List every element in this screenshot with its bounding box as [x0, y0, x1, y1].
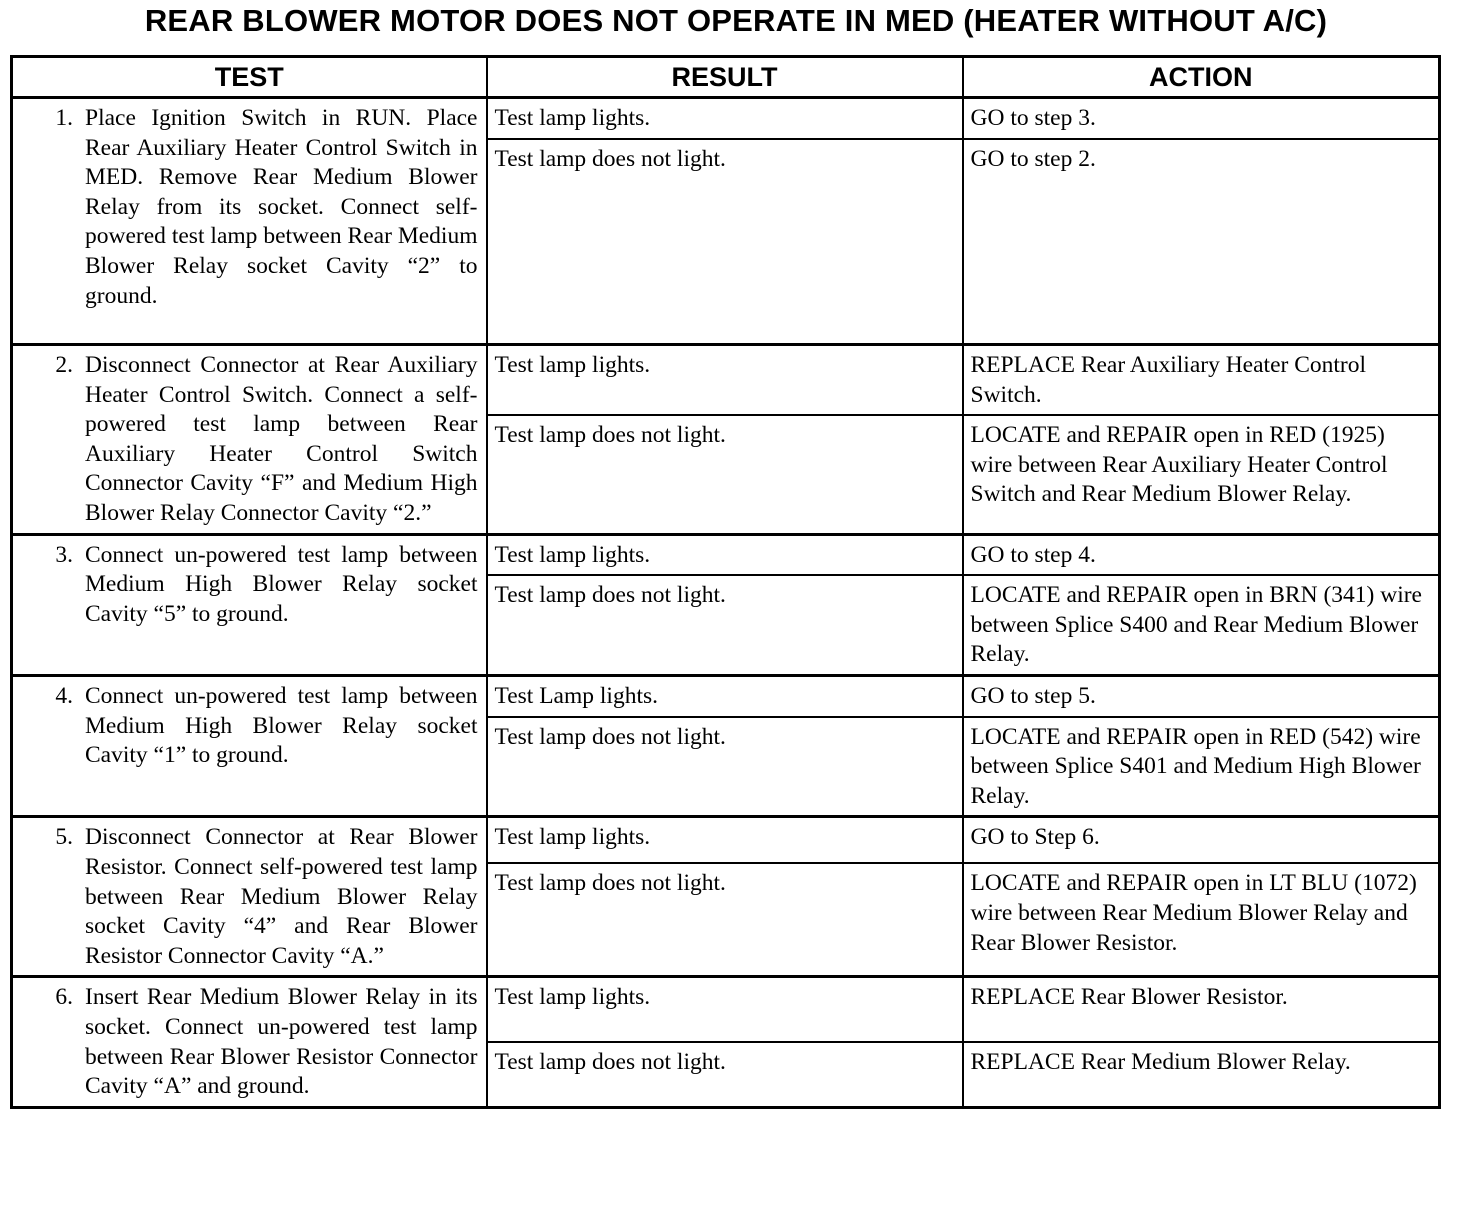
action-cell: GO to step 5. — [963, 676, 1440, 717]
table-row — [12, 977, 1440, 1042]
action-cell: LOCATE and REPAIR open in LT BLU (1072) wire between Rear Medium Blower Relay and Rear Blower Resistor. — [963, 863, 1440, 976]
step-text: Disconnect Connector at Rear Auxiliary Heater Control Switch. Connect a self- powered test lamp between Rear Auxiliary Heater Control Switch Connector Cavity “F” and Medium High Blower Relay Connector Cavity “2.” — [85, 352, 478, 527]
action-cell: REPLACE Rear Medium Blower Relay. — [963, 1042, 1440, 1107]
result-cell: Test Lamp lights. — [487, 676, 963, 717]
step-text: Connect un-powered test lamp between Medium High Blower Relay socket Cavity “5” to ground. — [85, 541, 478, 627]
diagnostic-table — [10, 55, 1441, 1109]
result-cell: Test lamp does not light. — [487, 717, 963, 817]
result-cell: Test lamp does not light. — [487, 139, 963, 345]
step-number: 4. — [55, 683, 73, 710]
action-column-header: ACTION — [963, 57, 1440, 98]
result-cell: Test lamp lights. — [487, 817, 963, 863]
test-step-3 — [12, 534, 487, 675]
test-step-6 — [12, 977, 487, 1107]
table-row — [12, 98, 1440, 139]
result-cell: Test lamp lights. — [487, 98, 963, 139]
result-column-header: RESULT — [487, 57, 963, 98]
action-cell: REPLACE Rear Blower Resistor. — [963, 977, 1440, 1042]
table-row — [12, 676, 1440, 717]
page-title: REAR BLOWER MOTOR DOES NOT OPERATE IN MED (HEATER WITHOUT A/C) — [144, 3, 1328, 38]
action-cell: GO to step 4. — [963, 534, 1440, 575]
action-cell: REPLACE Rear Auxiliary Heater Control Switch. — [963, 345, 1440, 416]
action-cell: GO to Step 6. — [963, 817, 1440, 863]
test-step-2 — [12, 345, 487, 535]
action-cell: LOCATE and REPAIR open in BRN (341) wire between Splice S400 and Rear Medium Blower Relay. — [963, 575, 1440, 675]
step-text: Disconnect Connector at Rear Blower Resistor. Connect self-powered test lamp between Rear Medium Blower Relay socket Cavity “4” and Rear Blower Resistor Connector Cavity “A.” — [85, 824, 478, 969]
table-row — [12, 817, 1440, 863]
result-cell: Test lamp lights. — [487, 345, 963, 416]
table-row — [12, 534, 1440, 575]
test-step-4 — [12, 676, 487, 817]
result-cell: Test lamp does not light. — [487, 1042, 963, 1107]
step-text: Connect un-powered test lamp between Medium High Blower Relay socket Cavity “1” to ground. — [85, 683, 478, 769]
step-text: Insert Rear Medium Blower Relay in its socket. Connect un-powered test lamp between Rear Blower Resistor Connector Cavity “A” and ground. — [85, 984, 478, 1100]
result-cell: Test lamp does not light. — [487, 575, 963, 675]
step-number: 5. — [55, 824, 73, 851]
header-row — [12, 57, 1440, 98]
result-cell: Test lamp does not light. — [487, 415, 963, 534]
step-number: 3. — [55, 541, 73, 568]
step-text: Place Ignition Switch in RUN. Place Rear Auxiliary Heater Control Switch in MED. Remove Rear Medium Blower Relay from its socket. Connect self-powered test lamp between Rear Medium Blower Relay socket Cavity “2” to ground. — [85, 105, 478, 309]
action-cell: LOCATE and REPAIR open in RED (1925) wire between Rear Auxiliary Heater Control Switch and Rear Medium Blower Relay. — [963, 415, 1440, 534]
step-number: 2. — [55, 352, 73, 379]
test-column-header: TEST — [12, 57, 487, 98]
result-cell: Test lamp lights. — [487, 977, 963, 1042]
test-step-1 — [12, 98, 487, 345]
test-step-5 — [12, 817, 487, 977]
result-cell: Test lamp lights. — [487, 534, 963, 575]
step-number: 6. — [55, 984, 73, 1011]
action-cell: LOCATE and REPAIR open in RED (542) wire between Splice S401 and Medium High Blower Relay. — [963, 717, 1440, 817]
result-cell: Test lamp does not light. — [487, 863, 963, 976]
step-number: 1. — [55, 105, 73, 131]
action-cell: GO to step 2. — [963, 139, 1440, 345]
table-row — [12, 345, 1440, 416]
action-cell: GO to step 3. — [963, 98, 1440, 139]
